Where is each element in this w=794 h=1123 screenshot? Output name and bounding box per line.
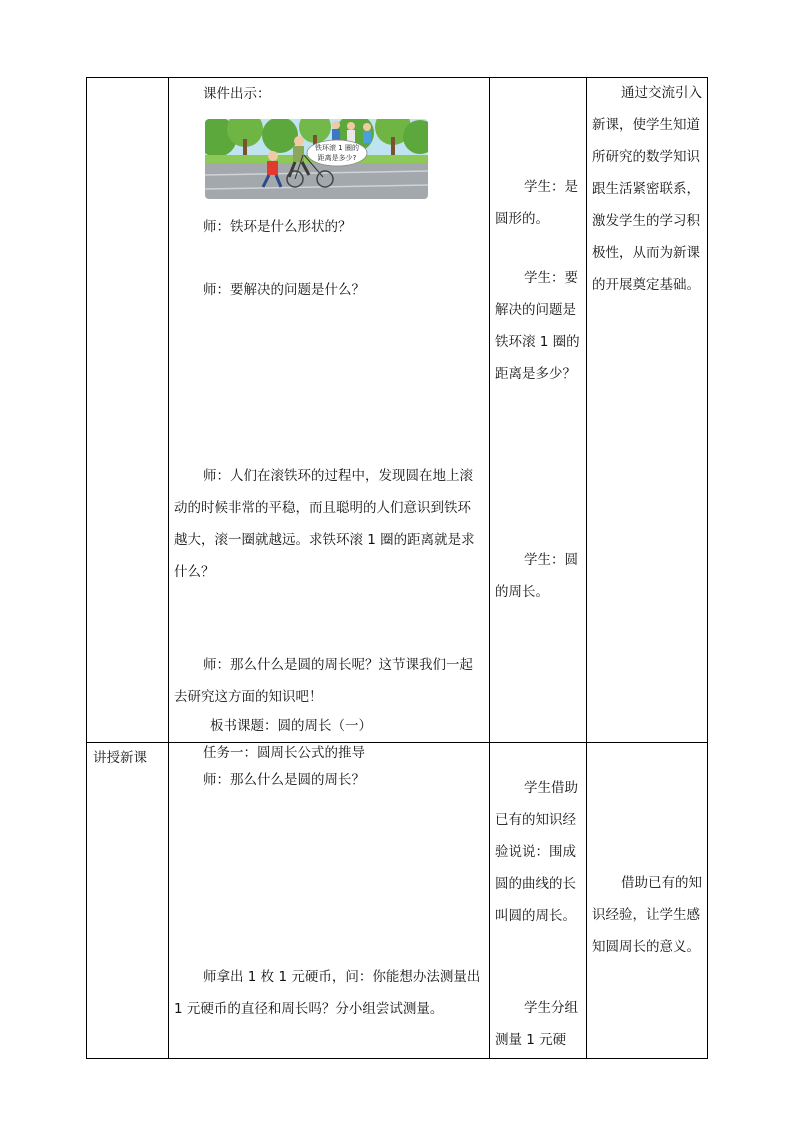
teacher-question-problem: 师：要解决的问题是什么？ (203, 282, 365, 298)
lesson-plan-table (86, 77, 708, 1059)
student-answer-problem: 学生：要解决的问题是铁环滚 1 圈的距离是多少？ (495, 270, 580, 382)
student-answer-definition: 学生借助已有的知识经验说说：围成圆的曲线的长叫圆的周长。 (495, 780, 578, 924)
table-border-bottom (86, 1058, 708, 1059)
teacher-question-circumference: 师：那么什么是圆的周长？ (203, 772, 365, 788)
column-divider (586, 77, 587, 1059)
student-answer-shape: 学生：是圆形的。 (495, 179, 578, 227)
student-answer-measure: 学生分组测量 1 元硬 (495, 1000, 578, 1048)
speech-bubble-line-1: 铁环滚 1 圈的 (315, 144, 359, 152)
courseware-label: 课件出示： (203, 86, 271, 102)
section-label-new-lesson: 讲授新课 (93, 750, 147, 766)
column-divider (168, 77, 169, 1059)
teacher-introduction-paragraph: 师：那么什么是圆的周长呢？这节课我们一起去研究这方面的知识吧！ (174, 657, 473, 705)
board-title: 板书课题：圆的周长（一） (210, 718, 372, 734)
table-border-left (86, 77, 87, 1059)
row-divider (86, 742, 708, 743)
task-heading: 任务一：圆周长公式的推导 (203, 745, 365, 761)
teacher-coin-activity: 师拿出 1 枚 1 元硬币，问：你能想办法测量出 1 元硬币的直径和周长吗？分小组尝试测量。 (174, 969, 481, 1017)
design-intent-meaning: 借助已有的知识经验，让学生感知圆周长的意义。 (592, 875, 702, 955)
courseware-illustration (205, 119, 428, 199)
teacher-explanation-paragraph: 师：人们在滚铁环的过程中，发现圆在地上滚动的时候非常的平稳，而且聪明的人们意识到铁环越大，滚一圈就越远。求铁环滚 1 圈的距离就是求什么？ (174, 468, 475, 580)
table-border-right (707, 77, 708, 1059)
column-divider (489, 77, 490, 1059)
speech-bubble-line-2: 距离是多少? (317, 154, 357, 162)
design-intent-intro: 通过交流引入新课，使学生知道所研究的数学知识跟生活紧密联系，激发学生的学习积极性，从而为新课的开展奠定基础。 (592, 85, 702, 293)
teacher-question-shape: 师：铁环是什么形状的？ (203, 219, 352, 235)
student-answer-circumference: 学生：圆的周长。 (495, 552, 578, 600)
